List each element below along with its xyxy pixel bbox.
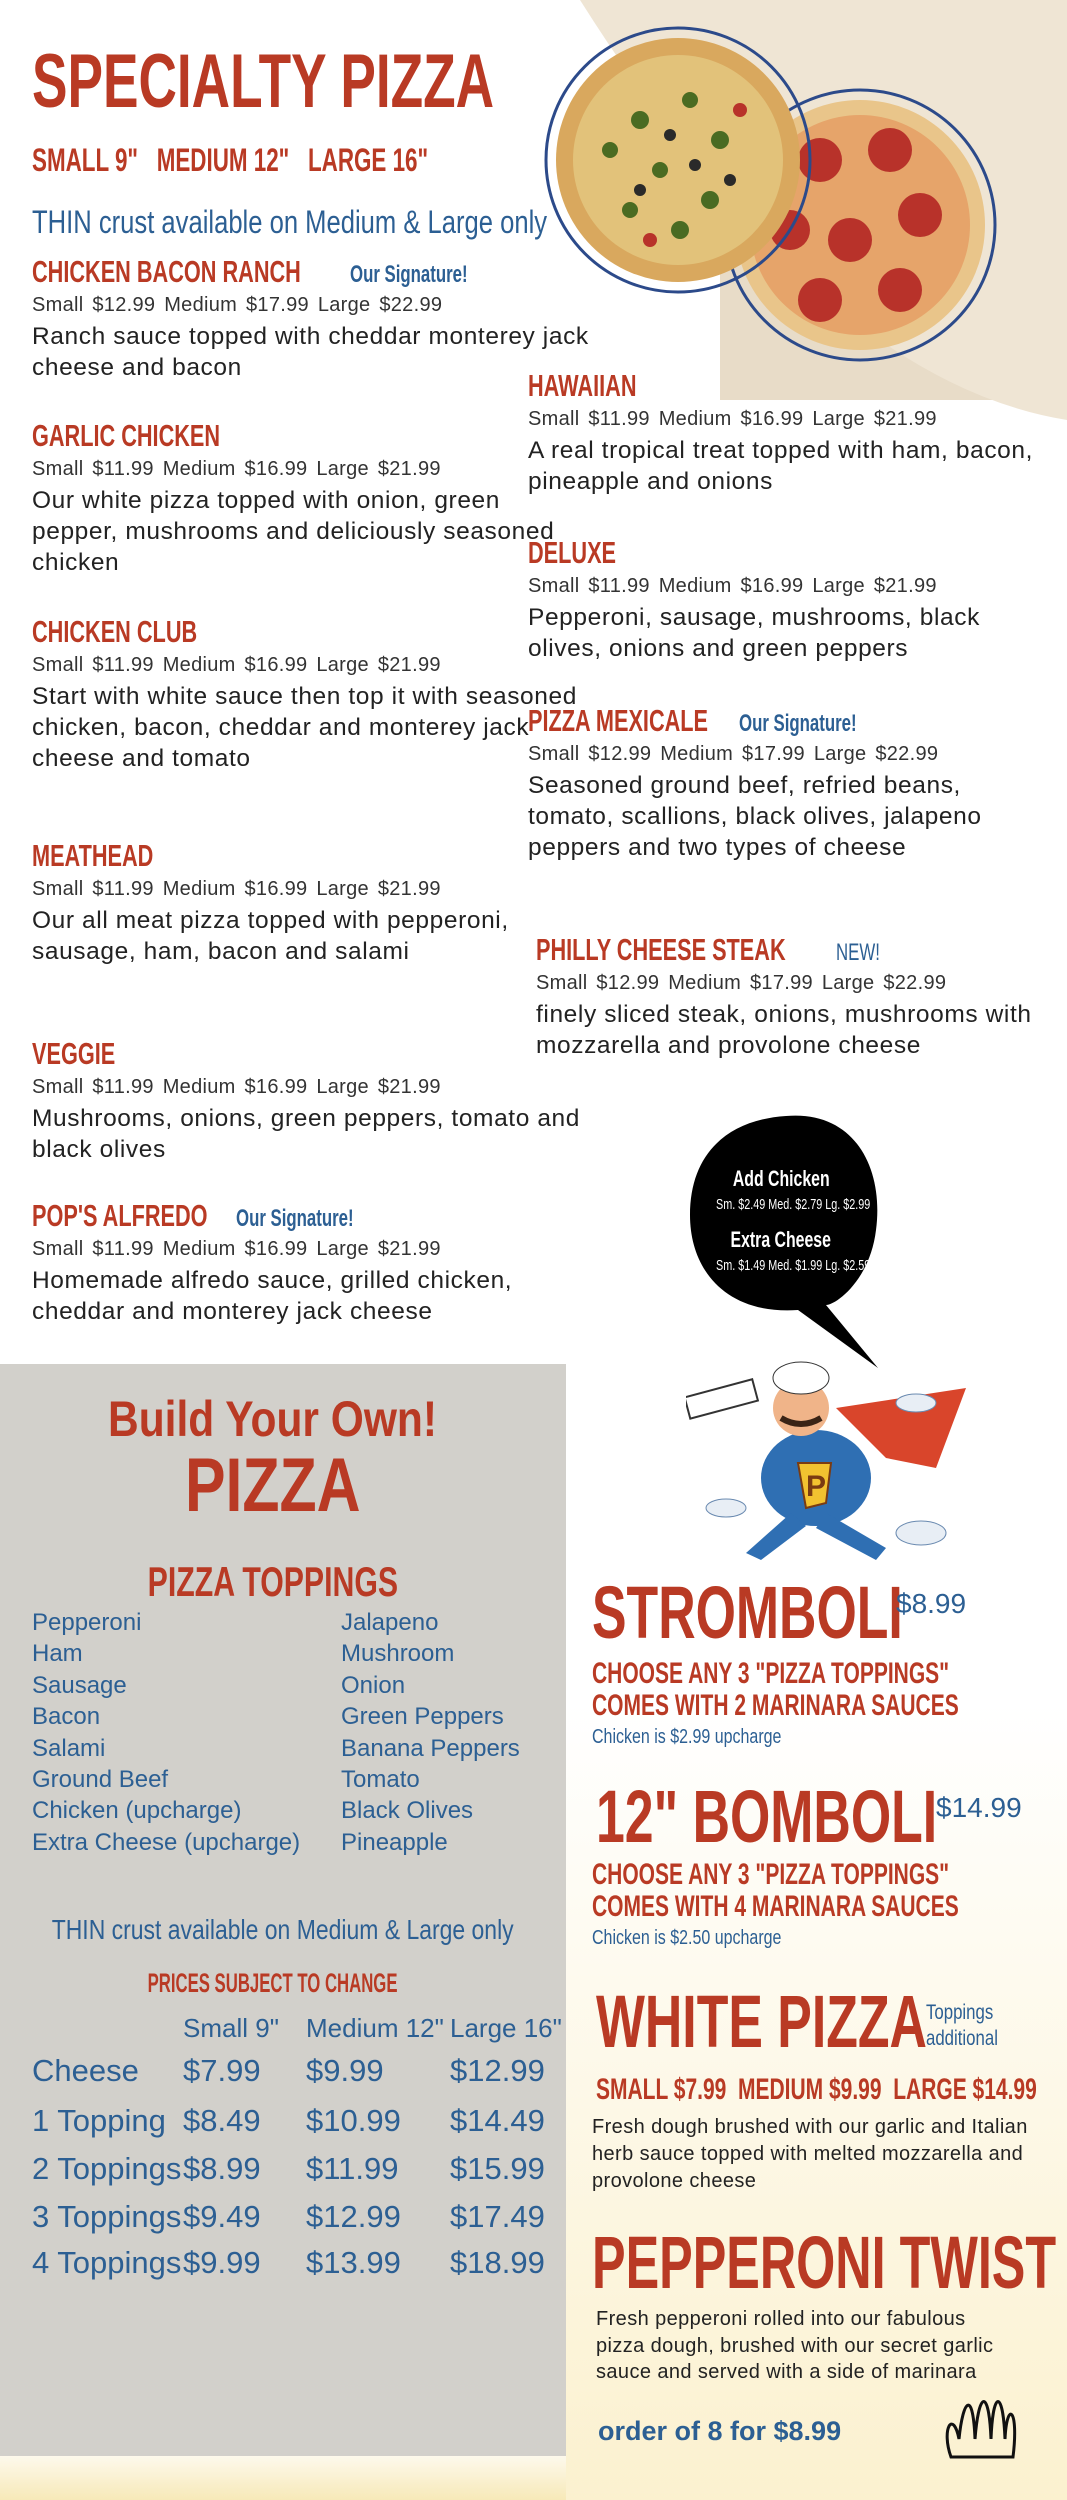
item-name: DELUXE bbox=[528, 535, 617, 570]
topping-item: Extra Cheese (upcharge) bbox=[32, 1828, 301, 1856]
price-cell: $10.99 bbox=[306, 2103, 401, 2138]
topping-item: Mushroom bbox=[341, 1640, 455, 1668]
price-cell: $9.99 bbox=[306, 2053, 384, 2088]
thin-crust-note bbox=[32, 204, 676, 241]
signature-badge: Our Signature! bbox=[349, 261, 468, 288]
bomboli-title-text: 12" BOMBOLI bbox=[596, 1775, 938, 1858]
white-pizza-prices-text: SMALL $7.99 MEDIUM $9.99 LARGE $14.99 bbox=[596, 2073, 1037, 2106]
price-cell: $13.99 bbox=[306, 2245, 401, 2280]
topping-item: Ground Beef bbox=[32, 1766, 169, 1794]
prices-subject-to-change bbox=[0, 1968, 545, 1999]
menu-item bbox=[32, 838, 592, 967]
extra-cheese-label: Extra Cheese bbox=[730, 1227, 832, 1252]
size-legend bbox=[32, 142, 598, 179]
stromboli-title bbox=[592, 1571, 1036, 1654]
item-name: HAWAIIAN bbox=[528, 368, 637, 403]
bubble-text bbox=[686, 1166, 876, 1274]
price-cell: $9.49 bbox=[183, 2199, 261, 2234]
bomboli-line2: COMES WITH 4 MARINARA SAUCES bbox=[592, 1890, 959, 1923]
pepperoni-twist-order: order of 8 for $8.99 bbox=[598, 2416, 842, 2446]
price-table-row bbox=[0, 2199, 566, 2245]
item-name: PHILLY CHEESE STEAK bbox=[536, 932, 786, 967]
menu-item bbox=[528, 368, 1048, 497]
bomboli-price: $14.99 bbox=[936, 1792, 1022, 1823]
toppings-list-left bbox=[32, 1607, 300, 1858]
topping-item: Ham bbox=[32, 1640, 83, 1668]
item-name: VEGGIE bbox=[32, 1036, 116, 1071]
item-prices: Small $11.99 Medium $16.99 Large $21.99 bbox=[32, 1238, 441, 1260]
menu-item bbox=[32, 1198, 592, 1327]
row-label: 4 Toppings bbox=[32, 2245, 182, 2280]
price-cell: $12.99 bbox=[450, 2053, 545, 2088]
toppings-note-2: additional bbox=[926, 2027, 998, 2050]
thin-crust-note-2 bbox=[0, 1914, 566, 1946]
white-pizza-title-text: WHITE PIZZA bbox=[596, 1980, 927, 2063]
price-cell: $8.49 bbox=[183, 2103, 261, 2138]
item-description: finely sliced steak, onions, mushrooms with mozzarella and provolone cheese bbox=[536, 1001, 1032, 1059]
row-label: 1 Topping bbox=[32, 2103, 166, 2138]
item-prices: Small $11.99 Medium $16.99 Large $21.99 bbox=[528, 575, 937, 597]
build-title-text: Build Your Own! bbox=[108, 1391, 437, 1447]
topping-item: Chicken (upcharge) bbox=[32, 1797, 242, 1825]
prices-note-text: PRICES SUBJECT TO CHANGE bbox=[147, 1968, 398, 1998]
topping-item: Sausage bbox=[32, 1671, 127, 1699]
price-cell: $14.49 bbox=[450, 2103, 545, 2138]
menu-item bbox=[528, 535, 1048, 664]
item-name: POP'S ALFREDO bbox=[32, 1198, 208, 1233]
item-prices: Small $11.99 Medium $16.99 Large $21.99 bbox=[32, 458, 441, 480]
white-pizza-prices bbox=[596, 2073, 1067, 2107]
signature-badge: Our Signature! bbox=[236, 1205, 355, 1232]
price-table-header bbox=[0, 2013, 566, 2047]
topping-item: Onion bbox=[341, 1671, 406, 1699]
item-name: PIZZA MEXICALE bbox=[528, 703, 709, 738]
toppings-title-text: PIZZA TOPPINGS bbox=[147, 1558, 398, 1605]
superhero-chef-mascot bbox=[686, 1348, 976, 1563]
pepperoni-twist-title bbox=[592, 2221, 1067, 2304]
build-subtitle-text: PIZZA bbox=[184, 1443, 361, 1528]
page-title bbox=[32, 39, 692, 124]
toppings-title bbox=[0, 1558, 545, 1606]
item-description: Our all meat pizza topped with pepperoni, sausage, ham, bacon and salami bbox=[32, 907, 509, 965]
menu-item bbox=[32, 254, 592, 383]
pepperoni-twist-title-text: PEPPERONI TWIST bbox=[592, 2221, 1057, 2304]
price-cell: $9.99 bbox=[183, 2245, 261, 2280]
stromboli-note: Chicken is $2.99 upcharge bbox=[592, 1726, 782, 1748]
item-description: Mushrooms, onions, green peppers, tomato and black olives bbox=[32, 1105, 581, 1163]
price-table-row bbox=[0, 2103, 566, 2149]
price-cell: $8.99 bbox=[183, 2151, 261, 2186]
white-pizza-description: Fresh dough brushed with our garlic and Italian herb sauce topped with melted mozzarella and provolone cheese bbox=[592, 2116, 1028, 2192]
item-description: Pepperoni, sausage, mushrooms, black olives, onions and green peppers bbox=[528, 604, 980, 662]
item-prices: Small $11.99 Medium $16.99 Large $21.99 bbox=[32, 654, 441, 676]
white-pizza-toppings-note bbox=[926, 2000, 1016, 2052]
topping-item: Banana Peppers bbox=[341, 1734, 520, 1762]
price-table-row bbox=[0, 2053, 566, 2099]
stromboli-line1: CHOOSE ANY 3 "PIZZA TOPPINGS" bbox=[592, 1657, 950, 1690]
item-prices: Small $11.99 Medium $16.99 Large $21.99 bbox=[32, 1076, 441, 1098]
price-table-row bbox=[0, 2151, 566, 2197]
item-prices: Small $12.99 Medium $17.99 Large $22.99 bbox=[528, 743, 939, 765]
stromboli-details bbox=[592, 1658, 1067, 1752]
topping-item: Salami bbox=[32, 1734, 106, 1762]
price-cell: $17.49 bbox=[450, 2199, 545, 2234]
item-description: Homemade alfredo sauce, grilled chicken, cheddar and monterey jack cheese bbox=[32, 1267, 513, 1325]
topping-item: Jalapeno bbox=[341, 1609, 439, 1636]
price-cell: $11.99 bbox=[306, 2151, 399, 2186]
item-description: A real tropical treat topped with ham, bacon, pineapple and onions bbox=[528, 437, 1034, 495]
toppings-note-1: Toppings bbox=[926, 2001, 994, 2024]
item-description: Ranch sauce topped with cheddar monterey jack cheese and bacon bbox=[32, 323, 589, 381]
svg-text:P: P bbox=[806, 1470, 827, 1503]
topping-item: Pineapple bbox=[341, 1828, 448, 1856]
thin-crust-text-2: THIN crust available on Medium & Large only bbox=[52, 1914, 514, 1945]
item-name: GARLIC CHICKEN bbox=[32, 418, 221, 453]
item-name: MEATHEAD bbox=[32, 838, 154, 873]
stromboli-line2: COMES WITH 2 MARINARA SAUCES bbox=[592, 1689, 959, 1722]
twist-spiral-icon bbox=[941, 2369, 1023, 2465]
page-title-text: SPECIALTY PIZZA bbox=[32, 39, 495, 124]
stromboli-price: $8.99 bbox=[896, 1588, 967, 1619]
price-cell: $7.99 bbox=[183, 2053, 261, 2088]
menu-item bbox=[32, 1036, 592, 1165]
topping-item: Green Peppers bbox=[341, 1703, 504, 1731]
topping-item: Tomato bbox=[341, 1766, 420, 1794]
topping-item: Bacon bbox=[32, 1703, 101, 1731]
item-prices: Small $11.99 Medium $16.99 Large $21.99 bbox=[528, 408, 937, 430]
extra-cheese-prices: Sm. $1.49 Med. $1.99 Lg. $2.59 bbox=[716, 1257, 871, 1274]
menu-item bbox=[536, 932, 1056, 1061]
column-small: Small 9" bbox=[183, 2013, 279, 2043]
item-prices: Small $11.99 Medium $16.99 Large $21.99 bbox=[32, 878, 441, 900]
price-cell: $12.99 bbox=[306, 2199, 401, 2234]
price-cell: $15.99 bbox=[450, 2151, 545, 2186]
column-medium: Medium 12" bbox=[306, 2013, 444, 2043]
price-table-row bbox=[0, 2245, 566, 2291]
item-description: Our white pizza topped with onion, green pepper, mushrooms and deliciously seasoned chicken bbox=[32, 487, 555, 576]
menu-item bbox=[32, 418, 592, 578]
item-description: Start with white sauce then top it with seasoned chicken, bacon, cheddar and monterey jack cheese and tomato bbox=[32, 683, 577, 772]
add-chicken-label: Add Chicken bbox=[732, 1166, 830, 1191]
bomboli-details bbox=[592, 1859, 1067, 1953]
column-large: Large 16" bbox=[450, 2013, 562, 2043]
signature-badge: Our Signature! bbox=[738, 710, 857, 737]
row-label: 3 Toppings bbox=[32, 2199, 182, 2234]
topping-item: Pepperoni bbox=[32, 1609, 142, 1636]
item-prices: Small $12.99 Medium $17.99 Large $22.99 bbox=[32, 294, 443, 316]
bomboli-note: Chicken is $2.50 upcharge bbox=[592, 1927, 782, 1949]
row-label: Cheese bbox=[32, 2053, 139, 2088]
topping-item: Black Olives bbox=[341, 1797, 474, 1825]
size-legend-text: SMALL 9" MEDIUM 12" LARGE 16" bbox=[32, 142, 429, 178]
item-description: Seasoned ground beef, refried beans, tomato, scallions, black olives, jalapeno peppers and two types of cheese bbox=[528, 772, 982, 861]
price-cell: $18.99 bbox=[450, 2245, 545, 2280]
new-badge: NEW! bbox=[836, 939, 881, 966]
build-pizza-title bbox=[0, 1442, 545, 1529]
toppings-list-right bbox=[341, 1607, 520, 1858]
bomboli-line1: CHOOSE ANY 3 "PIZZA TOPPINGS" bbox=[592, 1858, 950, 1891]
item-name: CHICKEN BACON RANCH bbox=[32, 254, 301, 289]
stromboli-title-text: STROMBOLI bbox=[592, 1571, 903, 1654]
row-label: 2 Toppings bbox=[32, 2151, 182, 2186]
menu-item bbox=[528, 703, 1048, 863]
add-chicken-prices: Sm. $2.49 Med. $2.79 Lg. $2.99 bbox=[716, 1196, 871, 1213]
item-name: CHICKEN CLUB bbox=[32, 614, 198, 649]
thin-crust-text: THIN crust available on Medium & Large only bbox=[32, 204, 548, 240]
item-prices: Small $12.99 Medium $17.99 Large $22.99 bbox=[536, 972, 947, 994]
build-your-own-title bbox=[0, 1390, 545, 1448]
pepperoni-twist-description: Fresh pepperoni rolled into our fabulous pizza dough, brushed with our secret garlic sauce and served with a side of marinara bbox=[596, 2308, 994, 2383]
menu-item bbox=[32, 614, 592, 774]
